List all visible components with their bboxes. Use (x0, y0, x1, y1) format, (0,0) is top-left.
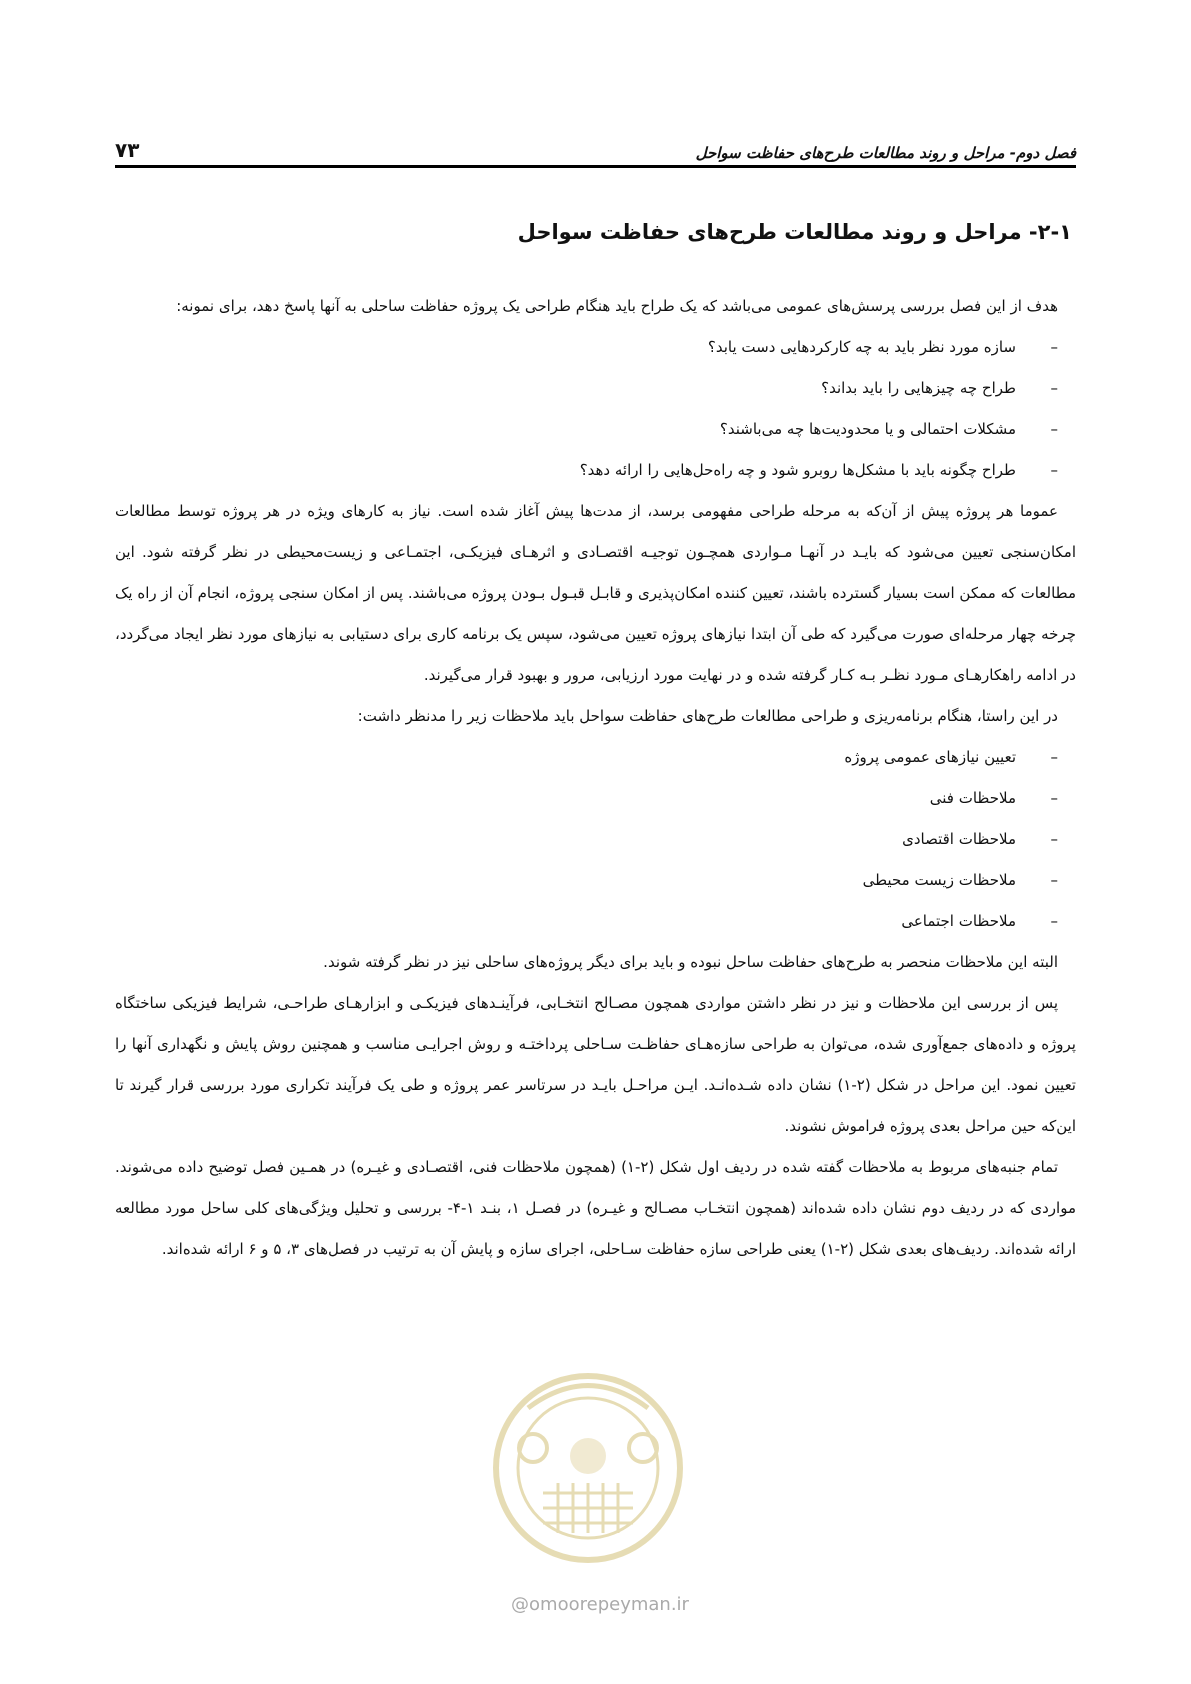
paragraph: پس از بررسی این ملاحظات و نیز در نظر داشتن مواردی همچون مصـالح انتخـابی، فرآینـدهای فیزیکـی و ابزارهـای طراحـی، شرایط فیزیکی ساختگاه پروژه و داده‌های جمع‌آوری شده، می‌توان به طراحی سازه‌هـای حفاظـت سـاحلی پرداختـه و روش اجرایـی مناسب و همچنین روش پایش و نگهداری آنها را تعیین نمود. این مراحل در شکل (۲-۱) نشان داده شـده‌انـد. ایـن مراحـل بایـد در سرتاسر عمر پروژه و طی یک فرآیند تکراری مورد بررسی قرار گیرند تا این‌که حین مراحل بعدی پروژه فراموش نشوند. (115, 994, 1076, 1135)
list-dash: – (1050, 912, 1058, 930)
list-item: – سازه مورد نظر باید به چه کارکردهایی دست یابد؟ (115, 327, 1076, 368)
body-text (115, 286, 1076, 1270)
considerations-list (115, 737, 1076, 942)
list-item: – طراح چه چیزهایی را باید بداند؟ (115, 368, 1076, 409)
list-dash: – (1050, 789, 1058, 807)
list-item: – ملاحظات زیست محیطی (115, 860, 1076, 901)
list-item: – مشکلات احتمالی و یا محدودیت‌ها چه می‌باشند؟ (115, 409, 1076, 450)
chapter-title: فصل دوم- مراحل و روند مطالعات طرح‌های حفاظت سواحل (695, 144, 1076, 162)
page-number: ۷۳ (115, 138, 140, 162)
list-item: – ملاحظات فنی (115, 778, 1076, 819)
list-item: – تعیین نیازهای عمومی پروژه (115, 737, 1076, 778)
watermark-url: @omoorepeyman.ir (511, 1594, 689, 1615)
list-dash: – (1050, 830, 1058, 848)
list-dash: – (1050, 379, 1058, 397)
list-dash: – (1050, 748, 1058, 766)
section-title: ۲-۱- مراحل و روند مطالعات طرح‌های حفاظت سواحل (517, 220, 1072, 244)
list-item: – طراح چگونه باید با مشکل‌ها روبرو شود و چه راه‌حل‌هایی را ارائه دهد؟ (115, 450, 1076, 491)
paragraph: البته این ملاحظات منحصر به طرح‌های حفاظت ساحل نبوده و باید برای دیگر پروژه‌های ساحلی نیز در نظر گرفته شوند. (323, 953, 1058, 971)
header-rule (115, 165, 1076, 168)
running-header (115, 130, 1076, 162)
list-dash: – (1050, 420, 1058, 438)
questions-list (115, 327, 1076, 491)
list-item: – ملاحظات اجتماعی (115, 901, 1076, 942)
list-dash: – (1050, 871, 1058, 889)
paragraph: تمام جنبه‌های مربوط به ملاحظات گفته شده در ردیف اول شکل (۲-۱) (همچون ملاحظات فنی، اقتصـادی و غیـره) در همـین فصل توضیح داده می‌شوند. مواردی که در ردیف دوم نشان داده شده‌اند (همچون انتخـاب مصـالح و غیـره) در فصـل ۱، بنـد ۱-۴- بررسی و تحلیل ویژگی‌های کلی ساحل مورد مطالعه ارائه شده‌اند. ردیف‌های بعدی شکل (۲-۱) یعنی طراحی سازه حفاظت سـاحلی، اجرای سازه و پایش آن به ترتیب در فصل‌های ۳، ۵ و ۶ ارائه شده‌اند. (115, 1158, 1076, 1258)
list-dash: – (1050, 338, 1058, 356)
list-item: – ملاحظات اقتصادی (115, 819, 1076, 860)
list-dash: – (1050, 461, 1058, 479)
paragraph: در این راستا، هنگام برنامه‌ریزی و طراحی مطالعات طرح‌های حفاظت سواحل باید ملاحظات زیر را مدنظر داشت: (357, 707, 1058, 725)
paragraph: عموما هر پروژه پیش از آن‌که به مرحله طراحی مفهومی برسد، از مدت‌ها پیش آغاز شده است. نیاز به کارهای ویژه در هر پروژه توسط مطالعات امکان‌سنجی تعیین می‌شود که بایـد در آنهـا مـواردی همچـون توجیـه اقتصـادی و اثرهـای فیزیکـی، اجتمـاعی و زیست‌محیطی در نظر گرفته شود. این مطالعات که ممکن است بسیار گسترده باشند، تعیین کننده امکان‌پذیری و قابـل قبـول بـودن پروژه می‌باشند. پس از امکان سنجی پروژه، انجام آن از راه یک چرخه چهار مرحله‌ای صورت می‌گیرد که طی آن ابتدا نیازهای پروژه تعیین می‌شود، سپس یک برنامه کاری برای دستیابی به نیازهای مورد نظر ایجاد می‌گردد، در ادامه راهکارهـای مـورد نظـر بـه کـار گرفته شده و در نهایت مورد ارزیابی، مرور و بهبود قرار می‌گیرند. (115, 502, 1076, 684)
watermark-logo (488, 1368, 688, 1568)
intro-paragraph: هدف از این فصل بررسی پرسش‌های عمومی می‌باشد که یک طراح باید هنگام طراحی یک پروژه حفاظت ساحلی به آنها پاسخ دهد، برای نمونه: (176, 297, 1058, 315)
at-icon: @ (511, 1594, 530, 1615)
